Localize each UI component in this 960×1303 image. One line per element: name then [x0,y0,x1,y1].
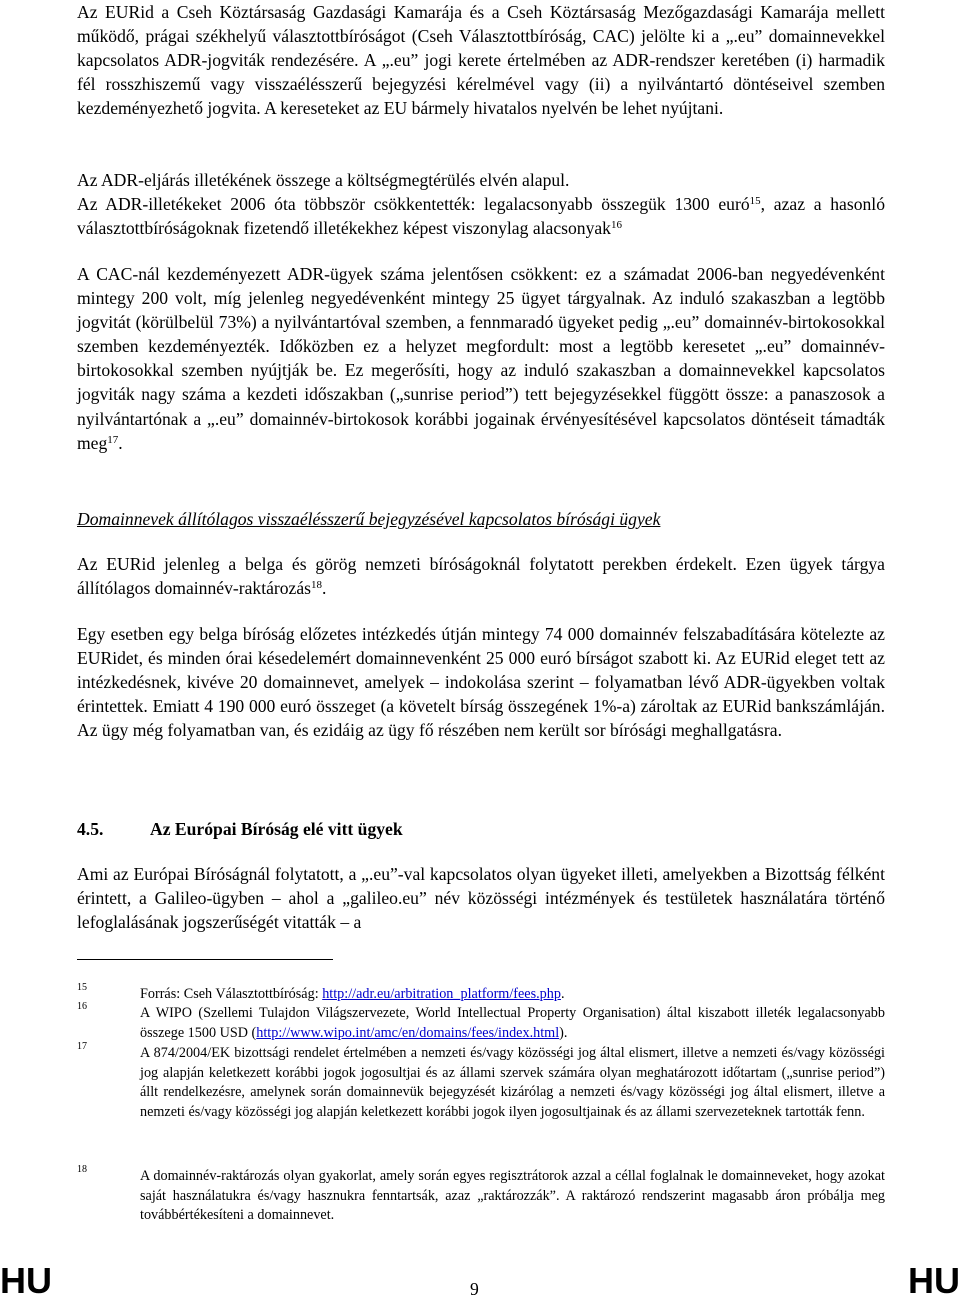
text-run: Az EURid jelenleg a belga és görög nemzeti bíróságoknál folytatott perekben érdekelt. Ezen ügyek tárgya állítólagos domainnév-raktározás [77,554,885,599]
footnote-text [140,1004,885,1043]
footnote-link[interactable]: http://adr.eu/arbitration_platform/fees.php [322,986,561,1002]
footnote-number: 15 [77,982,87,993]
text-run: A WIPO (Szellemi Tulajdon Világszervezete, World Intellectual Property Organisation) által kiszabott illeték legalacsonyabb összege 1500 USD ( [140,1005,885,1041]
subheading-court-cases: Domainnevek állítólagos visszaélésszerű bejegyzésével kapcsolatos bírósági ügyek [77,509,661,529]
footer-language-left: HU [0,1260,52,1301]
text-run: , azaz a hasonló választottbíróságoknak fizetendő illetékekhez képest viszonylag alacsonyak [77,194,885,239]
section-heading [77,817,885,841]
text-run: A CAC-nál kezdeményezett ADR-ügyek száma jelentősen csökkent: ez a számadat 2006-ban negyedévenként mintegy 200 volt, míg jelenleg negyedévenként mintegy 25 ügyet tárgyalnak. Az induló szakaszban a legtöbb jogvitát (körülbelül 73%) a nyilvántartóval szemben, a fennmaradó ügyeket pedig „.eu” domainnév-birtokosokkal szemben kezdeményezték. Időközben ez a helyzet megfordult: most a legtöbb keresetet „.eu” domainnév-birtokosokkal szemben nyújtják be. Ez megerősíti, hogy az induló szakaszban a domainnevekkel kapcsolatos jogviták nagy száma a kezdeti időszakban („sunrise period”) tett bejegyzésekkel függött össze: a panaszosok a nyilvántartónak a „.eu” domainnév-birtokosok korábbi jogainak érvényesítésével kapcsolatos döntéseit támadták meg [77,264,885,453]
footnote-ref-17[interactable]: 17 [107,433,119,446]
footnote-17 [77,1041,885,1122]
text-run: . [118,432,123,453]
paragraph-adr-intro: Az EURid a Cseh Köztársaság Gazdasági Kamarája és a Cseh Köztársaság Mezőgazdasági Kamarája mellett működő, prágai székhelyű választottbíróságot (Cseh Választottbíróság, CAC) jelölte ki a „.eu” domainnevekkel kapcsolatos ADR-jogviták rendezésére. A „.eu” jogi kerete értelmében az ADR-rendszer keretében (i) harmadik fél rosszhiszemű vagy visszaélésszerű bejegyzési kérelmével vagy (ii) a nyilvántartó döntéseivel szemben kezdeményezhető jogvita. A kereseteket az EU bármely hivatalos nyelvén be lehet nyújtani. [77,2,885,119]
text-run: Forrás: Cseh Választottbíróság: [140,986,323,1002]
paragraph-belgian-case: Egy esetben egy belga bíróság előzetes intézkedés útján mintegy 74 000 domainnév felszabadítására kötelezte az EURidet, és minden órai késedelemért domainnevenként 25 000 euró bírságot szabott ki. Az EURid eleget tett az intézkedésnek, kivéve 20 domainnevet, amelyek – indokolása szerint – folyamatban lévő ADR-ügyekben voltak érintettek. Emiatt 4 190 000 euró összeget (a követelt bírság összegének 1%-a) zároltak az EURid bankszámláján. Az ügy még folyamatban van, és ezidáig az ügy fő részében nem került sor bírósági meghallgatásra. [77,624,885,741]
footnote-separator [77,959,333,960]
text-run: ). [559,1024,568,1041]
text-run: . [322,578,327,599]
section-title: Az Európai Bíróság elé vitt ügyek [150,819,403,839]
footnote-text: A domainnév-raktározás olyan gyakorlat, amely során egyes regisztrátorok azzal a céllal foglalnak le domainneveket, hogy azokat saját használatukra és/vagy hasznukra fenntartsák, azaz „raktározzák”. A raktározó rendszerint magasabb áron próbálja meg továbbértékesíteni a domainnevet. [140,1168,885,1224]
footnote-18 [77,1164,885,1226]
text-run: Az ADR-illetékeket 2006 óta többször csökkentették: legalacsonyabb összegük 1300 euró [77,194,750,214]
section-number: 4.5. [77,819,104,839]
footnote-number: 16 [77,1001,87,1012]
footnote-number: 17 [77,1041,87,1052]
text-run: Az ADR-eljárás illetékének összege a költségmegtérülés elvén alapul. [77,170,570,190]
footnote-number: 18 [77,1164,87,1175]
text-run: . [560,986,565,1002]
paragraph-cac-cases [77,262,885,455]
footnote-ref-16[interactable]: 16 [610,219,622,232]
footnote-text [140,985,885,1005]
footnote-text: A 874/2004/EK bizottsági rendelet értelmében a nemzeti és/vagy közösségi jog által elismert, illetve a nemzeti és/vagy közösségi jog alapján keletkezett korábbi jogok jogosultjai és az állami szervek számára olyan meghatározott időtartam („sunrise period”) állt rendelkezésre, amelynek során domainnevük bejegyzését kizárólag a nemzeti és/vagy közösségi jog által elismert, illetve a nemzeti és/vagy közösségi jog alapján keletkezett korábbi jogok ilyen jogosultjainak és az állami szervezeteknek tartották fenn. [140,1045,885,1120]
paragraph-adr-fee-basis [77,168,569,192]
footnote-ref-15[interactable]: 15 [749,195,761,207]
footnote-link[interactable]: http://www.wipo.int/amc/en/domains/fees/index.html [256,1024,560,1041]
footer-language-right: HU [908,1260,960,1301]
paragraph-eurid-litigation [77,552,885,600]
footnote-16 [77,1001,885,1043]
footnote-15 [77,982,885,1005]
paragraph-ecj-cases: Ami az Európai Bíróságnál folytatott, a „.eu”-val kapcsolatos olyan ügyeket illeti, amelyekben a Bizottság félként érintett, a Galileo-ügyben – ahol a „galileo.eu” név közösségi intézmények és testületek használatára történő lefoglalásának jogszerűségét vitatták – a [77,864,885,933]
paragraph-adr-fees [77,192,885,240]
footnote-ref-18[interactable]: 18 [311,579,323,592]
page-number: 9 [470,1279,479,1299]
